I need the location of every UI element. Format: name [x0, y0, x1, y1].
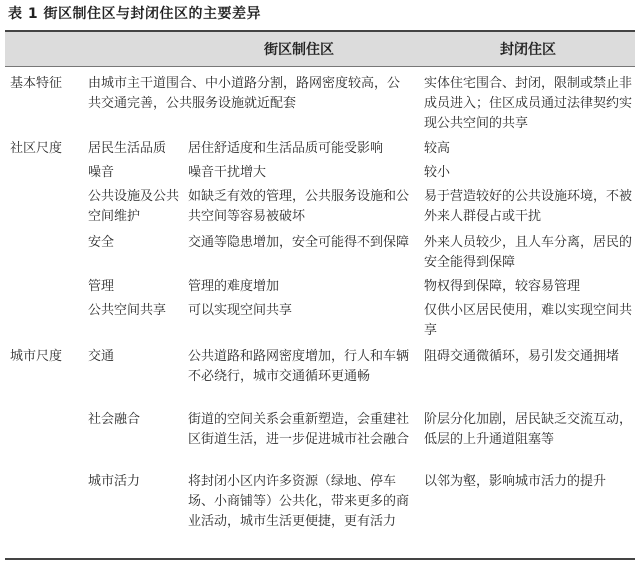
row-label: 安全	[88, 235, 115, 250]
header-gated-community: 封闭住区	[500, 42, 556, 58]
basic-col2: 实体住宅围合、封闭，限制或禁止非成员进入；住区成员通过法律契约实现公共空间的共享	[424, 76, 633, 131]
header-gated-block-community: 街区制住区	[264, 42, 334, 58]
row-col2: 较小	[424, 165, 451, 180]
category-basic-features: 基本特征	[10, 76, 63, 91]
row-col1: 噪音干扰增大	[188, 165, 267, 180]
row-col2: 易于营造较好的公共设施环境，不被外来人群侵占或干扰	[424, 189, 633, 224]
row-col2: 以邻为壑，影响城市活力的提升	[424, 474, 607, 489]
row-col1: 公共道路和路网密度增加，行人和车辆不必绕行，城市交通循环更通畅	[188, 349, 410, 384]
row-label: 社会融合	[88, 412, 141, 427]
row-col2: 阶层分化加剧，居民缺乏交流互动，低层的上升通道阻塞等	[424, 412, 633, 447]
row-col2: 阻碍交通微循环，易引发交通拥堵	[424, 349, 620, 364]
row-label: 城市活力	[88, 474, 141, 489]
category-community-scale: 社区尺度	[10, 141, 63, 156]
row-col2: 物权得到保障，较容易管理	[424, 279, 581, 294]
table-bottom-rule	[5, 558, 635, 560]
row-col1: 街道的空间关系会重新塑造，会重建社区街道生活，进一步促进城市社会融合	[188, 412, 410, 447]
row-col2: 外来人员较少，且人车分离，居民的安全能得到保障	[424, 235, 633, 270]
row-label: 管理	[88, 279, 115, 294]
basic-col1: 由城市主干道围合、中小道路分割，路网密度较高，公共交通完善，公共服务设施就近配套	[88, 76, 401, 111]
category-city-scale: 城市尺度	[10, 349, 63, 364]
row-col2: 仅供小区居民使用，难以实现空间共享	[424, 303, 633, 338]
row-col1: 可以实现空间共享	[188, 303, 293, 318]
row-label: 公共设施及公共空间维护	[88, 189, 180, 224]
row-label: 公共空间共享	[88, 303, 167, 318]
row-col2: 较高	[424, 141, 451, 156]
row-col1: 如缺乏有效的管理，公共服务设施和公共空间等容易被破坏	[188, 189, 410, 224]
row-col1: 管理的难度增加	[188, 279, 280, 294]
row-label: 居民生活品质	[88, 141, 167, 156]
row-label: 噪音	[88, 165, 115, 180]
header-bottom-rule	[5, 66, 635, 67]
row-label: 交通	[88, 349, 115, 364]
row-col1: 居住舒适度和生活品质可能受影响	[188, 141, 384, 156]
table-caption: 表 1 街区制住区与封闭住区的主要差异	[8, 6, 261, 22]
row-col1: 将封闭小区内许多资源（绿地、停车场、小商铺等）公共化，带来更多的商业活动，城市生活更便捷，更有活力	[188, 474, 410, 529]
row-col1: 交通等隐患增加，安全可能得不到保障	[188, 235, 410, 250]
